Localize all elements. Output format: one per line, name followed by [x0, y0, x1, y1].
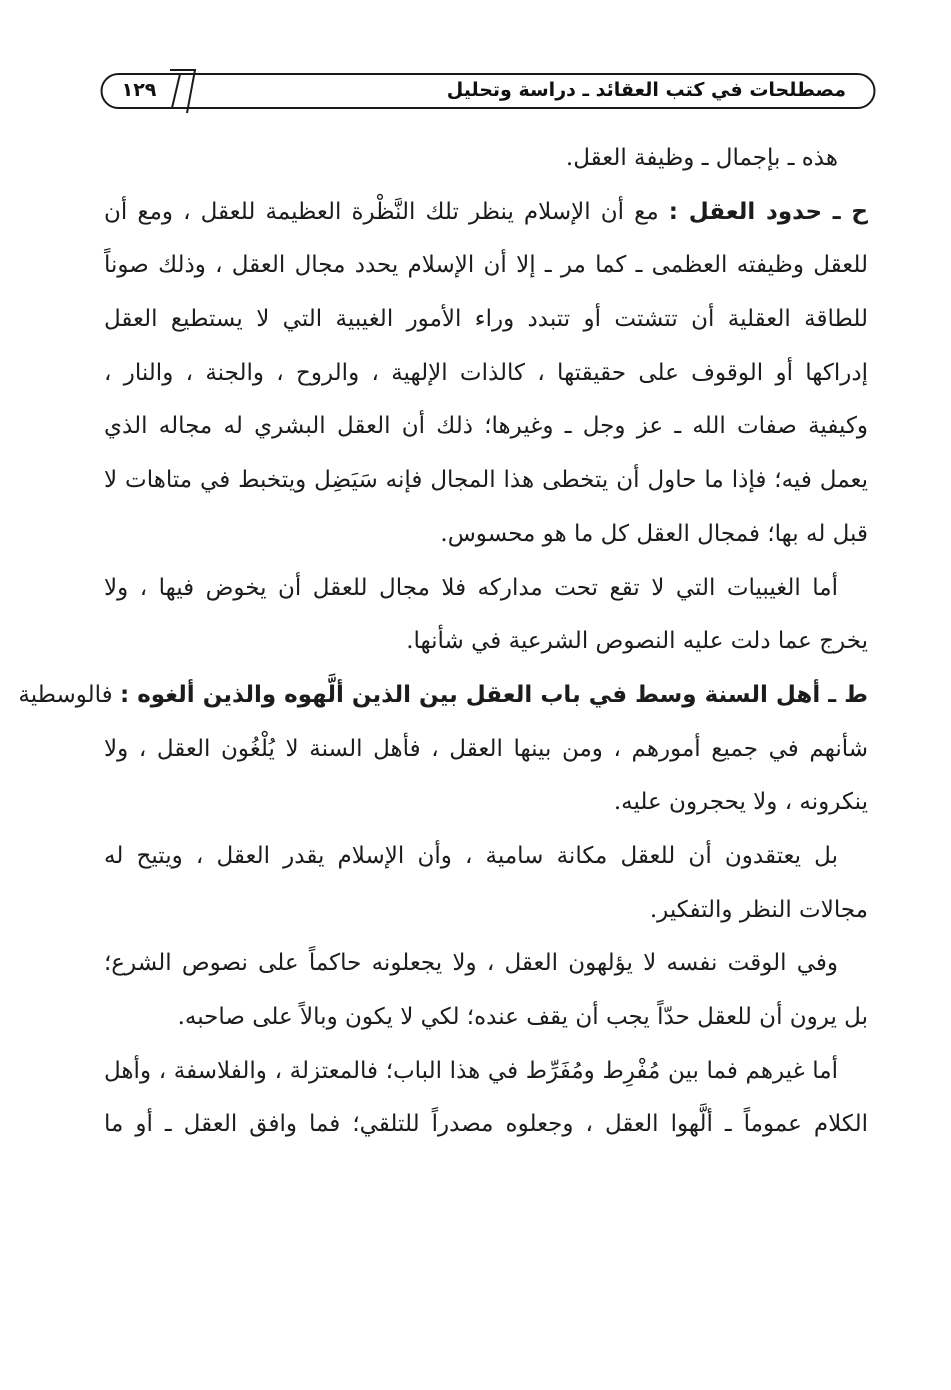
text-line: مجالات النظر والتفكير.: [649, 896, 868, 923]
body-text: [18, 132, 868, 1152]
text-line: يخرج عما دلت عليه النصوص الشرعية في شأنها.: [406, 628, 868, 655]
header-title: مصطلحات في كتب العقائد ـ دراسة وتحليل: [446, 79, 846, 101]
text-line: بل يعتقدون أن للعقل مكانة سامية ، وأن الإسلام يقدر العقل ، ويتيح له: [104, 842, 838, 869]
text-line: ينكرونه ، ولا يحجرون عليه.: [613, 789, 868, 816]
text-line: أما غيرهم فما بين مُفْرِط ومُفَرِّط في هذا الباب؛ فالمعتزلة ، والفلاسفة ، وأهل: [104, 1057, 838, 1084]
text-line: يعمل فيه؛ فإذا ما حاول أن يتخطى هذا المجال فإنه سَيَضِل ويتخبط في متاهات لا: [104, 467, 868, 494]
section-heading: ح ـ حدود العقل :: [668, 198, 868, 225]
text-line: الكلام عموماً ـ ألَّهوا العقل ، وجعلوه مصدراً للتلقي؛ فما وافق العقل ـ أو ما: [104, 1111, 868, 1138]
text-line: وكيفية صفات الله ـ عز وجل ـ وغيرها؛ ذلك أن العقل البشري له مجاله الذي: [104, 413, 868, 440]
running-header: [100, 68, 876, 114]
text-line: بل يرون أن للعقل حدّاً يجب أن يقف عنده؛ لكي لا يكون وبالاً على صاحبه.: [177, 1004, 868, 1030]
text-line: للطاقة العقلية أن تتشتت أو تتبدد وراء الأمور الغيبية التي لا يستطيع العقل: [104, 306, 868, 333]
text-line: للعقل وظيفته العظمى ـ كما مر ـ إلا أن الإسلام يحدد مجال العقل ، وذلك صوناً: [104, 252, 868, 279]
text-line: ح ـ حدود العقل : مع أن الإسلام ينظر تلك النَّظْرة العظيمة للعقل ، ومع أن: [104, 198, 868, 225]
text-line: قبل له بها؛ فمجال العقل كل ما هو محسوس.: [440, 520, 868, 547]
section-heading: ط ـ أهل السنة وسط في باب العقل بين الذين ألَّهوه والذين ألغوه :: [119, 681, 868, 708]
text-line: إدراكها أو الوقوف على حقيقتها ، كالذات الإلهية ، والروح ، والجنة ، والنار ،: [104, 359, 868, 386]
text-line: هذه ـ بإجمال ـ وظيفة العقل.: [565, 145, 838, 171]
text-line: وفي الوقت نفسه لا يؤلهون العقل ، ولا يجعلونه حاكماً على نصوص الشرع؛: [104, 950, 838, 977]
text-line: شأنهم في جميع أمورهم ، ومن بينها العقل ، فأهل السنة لا يُلْغُون العقل ، ولا: [104, 735, 868, 762]
text-line: ط ـ أهل السنة وسط في باب العقل بين الذين ألَّهوه والذين ألغوه : فالوسطية: [18, 681, 868, 708]
page-number: ١٢٩: [121, 79, 157, 101]
text-line: أما الغيبيات التي لا تقع تحت مداركه فلا مجال للعقل أن يخوض فيها ، ولا: [104, 574, 838, 601]
